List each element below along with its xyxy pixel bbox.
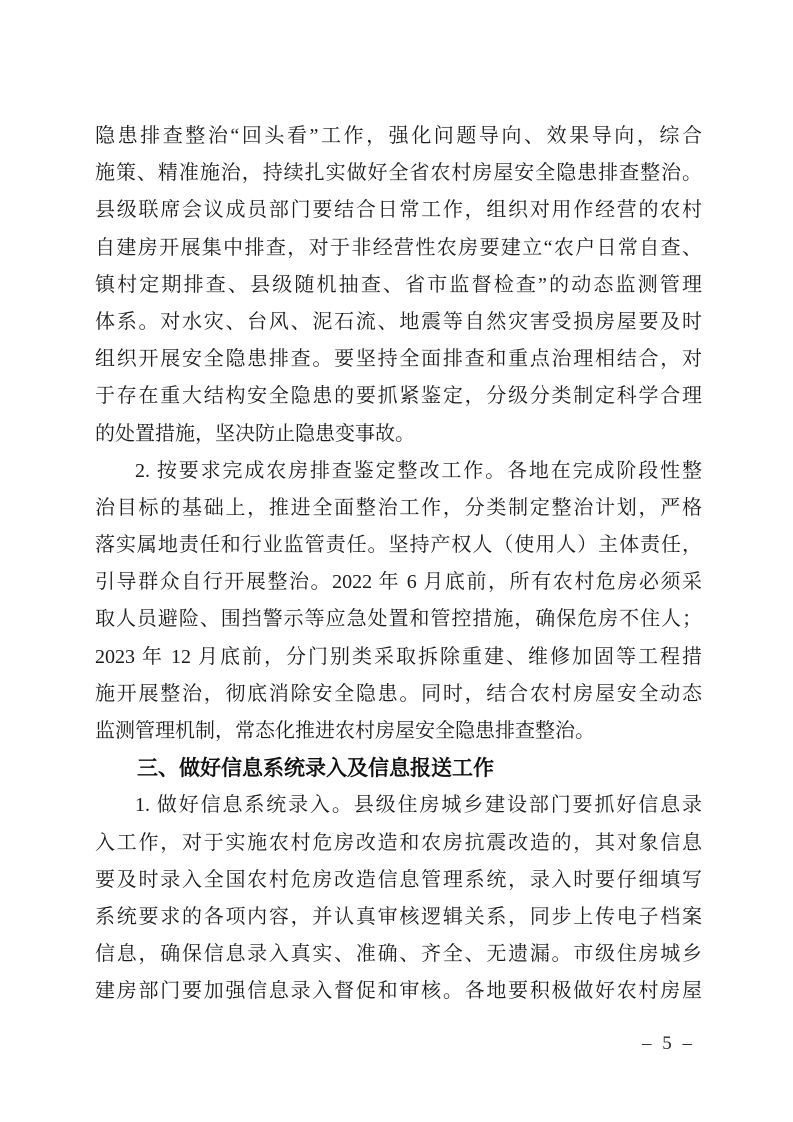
document-line: 要及时录入全国农村危房改造信息管理系统，录入时要仔细填写 (95, 868, 702, 891)
document-line: 落实属地责任和行业监管责任。坚持产权人（使用人）主体责任， (95, 534, 702, 557)
document-line: 引导群众自行开展整治。2022 年 6 月底前，所有农村危房必须采 (95, 571, 702, 594)
document-line: 2. 按要求完成农房排查鉴定整改工作。各地在完成阶段性整 (135, 459, 702, 482)
document-line: 县级联席会议成员部门要结合日常工作，组织对用作经营的农村 (95, 199, 702, 222)
document-line: 治目标的基础上，推进全面整治工作，分类制定整治计划，严格 (95, 496, 702, 519)
document-line: 体系。对水灾、台风、泥石流、地震等自然灾害受损房屋要及时 (95, 310, 702, 333)
document-line: 监测管理机制，常态化推进农村房屋安全隐患排查整治。 (95, 720, 595, 742)
document-line: 镇村定期排查、县级随机抽查、省市监督检查”的动态监测管理 (95, 273, 702, 296)
document-line: 入工作，对于实施农村危房改造和农房抗震改造的，其对象信息 (95, 831, 702, 854)
document-line: 2023 年 12 月底前，分门别类采取拆除重建、维修加固等工程措 (95, 645, 702, 668)
document-line: 组织开展安全隐患排查。要坚持全面排查和重点治理相结合，对 (95, 348, 702, 371)
document-line: 施开展整治，彻底消除安全隐患。同时，结合农村房屋安全动态 (95, 682, 702, 705)
document-line: 系统要求的各项内容，并认真审核逻辑关系，同步上传电子档案 (95, 905, 702, 928)
document-line: 自建房开展集中排查，对于非经营性农房要建立“农户日常自查、 (95, 236, 702, 259)
document-body (95, 118, 702, 1011)
document-line: 的处置措施，坚决防止隐患变事故。 (95, 422, 415, 445)
document-line: 施策、精准施治，持续扎实做好全省农村房屋安全隐患排查整治。 (95, 162, 702, 185)
document-line: 1. 做好信息系统录入。县级住房城乡建设部门要抓好信息录 (135, 794, 702, 817)
document-line: 信息，确保信息录入真实、准确、齐全、无遗漏。市级住房城乡 (95, 943, 702, 966)
document-line: 三、做好信息系统录入及信息报送工作 (137, 757, 494, 781)
document-line: 取人员避险、围挡警示等应急处置和管控措施，确保危房不住人； (95, 608, 702, 631)
page-number: – 5 – (642, 1033, 695, 1054)
document-line: 于存在重大结构安全隐患的要抓紧鉴定，分级分类制定科学合理 (95, 385, 702, 408)
document-line: 隐患排查整治“回头看”工作，强化问题导向、效果导向，综合 (95, 125, 702, 147)
document-line: 建房部门要加强信息录入督促和审核。各地要积极做好农村房屋 (95, 980, 702, 1003)
